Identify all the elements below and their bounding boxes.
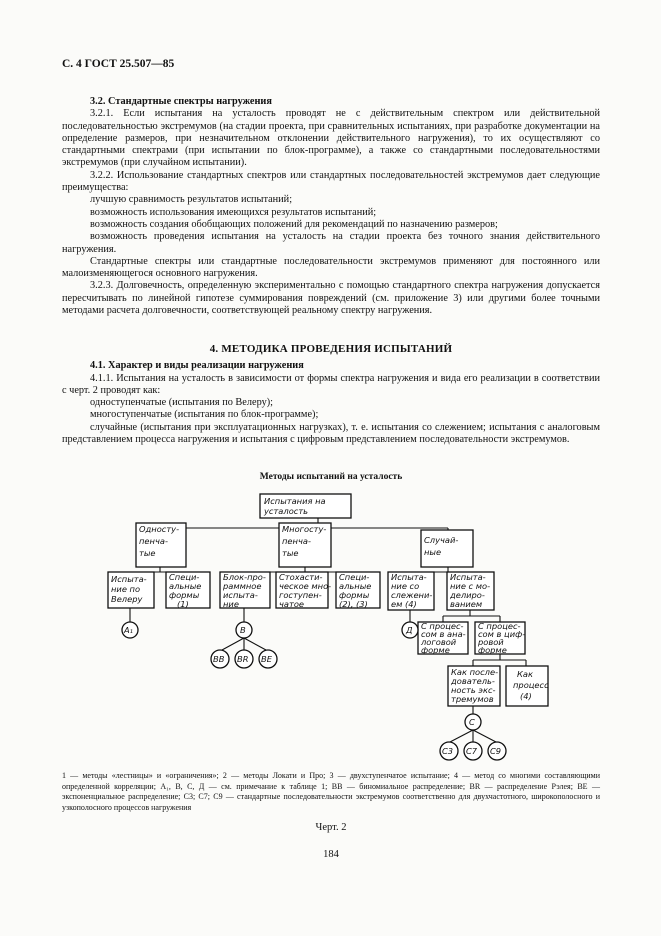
svg-text:Стохасти-: Стохасти- [279,572,323,582]
circle-c3 [440,742,458,760]
svg-text:пенча-: пенча- [139,536,168,546]
svg-text:Случай-: Случай- [424,535,459,545]
svg-text:Как: Как [517,669,533,679]
svg-text:усталость: усталость [264,506,309,516]
svg-text:(1): (1) [177,599,189,609]
figure-label: Черт. 2 [315,822,347,833]
page-number: 184 [323,849,339,860]
svg-text:тые: тые [282,548,299,558]
svg-text:Как после-: Как после- [451,667,499,677]
paragraph-standard-spectra: Стандартные спектры или стандартные последовательности экстремумов применяют для постоянного или малоизменяющегося основного нагружения. [62,255,600,280]
node-analog [418,621,468,655]
paragraph-3-2-1: 3.2.1. Если испытания на усталость проводят не с действительным спектром или действительной последовательностью экстремумов (на стадии проекта, при сравнительных испытаниях, при разработке документации на определение размеров, при незначительном отклонении действительного нагружения), то их осуществляют со стандартными спектрами (при испытании по блок-программе), а также со стандартными последовательностями экстремумов (при случайном испытании). [62,108,600,169]
svg-text:альные: альные [339,581,372,591]
node-single-stage [136,523,186,567]
diagram-title: Методы испытаний на усталость [259,472,403,482]
svg-text:BB: BB [213,654,225,664]
paragraph-random-tests: случайные (испытания при эксплуатационных нагрузках), т. е. испытания со слежением; испытания с аналоговым представлением процесса нагружения и испытания с цифровым представлением последовательности экстремумов. [62,421,600,446]
node-modeling [447,572,494,610]
figure-caption: 1 — методы «лестницы» и «ограничения»; 2 — методы Локати и Про; 3 — двухступенчатое испытание; 4 — метод со многими составляющими определенной корреляции; А₁, В, С, Д — см. примечание к таблице 1; BB — биномиальное распределение; BR — распределение Рэлея; BE — экспоненциальное распределение; С3; С7; С9 — стандартные последовательности экстремумов соответственно для двухчастотного, широкополосного и узкополосного процессов нагружения [62,771,600,812]
section-3-2-heading: 3.2. Стандартные спектры нагружения [90,96,272,107]
svg-text:Специ-: Специ- [169,572,200,582]
circle-b [236,622,252,638]
svg-text:ние по: ние по [111,584,141,594]
circle-bb [211,650,229,668]
svg-text:ем (4): ем (4) [391,599,417,609]
svg-text:ровой: ровой [478,637,504,647]
svg-text:форме: форме [478,645,507,655]
svg-text:Велеру: Велеру [111,594,143,604]
node-sequence [448,666,500,706]
svg-text:C7: C7 [466,746,478,756]
svg-text:делиро-: делиро- [450,590,485,600]
svg-text:слежени-: слежени- [391,590,433,600]
section-4-title: 4. МЕТОДИКА ПРОВЕДЕНИЯ ИСПЫТАНИЙ [209,343,453,355]
svg-text:Д: Д [406,625,413,635]
svg-text:BR: BR [237,654,249,664]
circle-be [259,650,277,668]
svg-text:Специ-: Специ- [339,572,370,582]
svg-text:чатое: чатое [279,599,305,609]
node-process [506,666,549,706]
list-item: возможность проведения испытания на усталость на стадии проекта без точного знания действительного нагружения. [62,231,600,255]
svg-text:процесс: процесс [513,680,549,690]
svg-text:тремумов: тремумов [451,694,494,704]
svg-text:B: B [240,625,246,635]
node-tracking [388,572,434,610]
svg-text:Испытания на: Испытания на [264,496,326,506]
svg-text:испыта-: испыта- [223,590,258,600]
section-4-1-heading: 4.1. Характер и виды реализации нагружения [90,360,304,372]
svg-text:(4): (4) [520,691,532,701]
svg-text:(2), (3): (2), (3) [339,599,368,609]
svg-text:дователь-: дователь- [451,676,495,686]
svg-text:C9: C9 [490,746,502,756]
list-item: многоступенчатые (испытания по блок-программе); [90,409,319,421]
paragraph-3-2-3: 3.2.3. Долговечность, определенную экспериментально с помощью стандартного спектра нагружения допускается пересчитывать по линейной гипотезе суммирования повреждений (см. приложение 3) или другими более точными методами расчета долговечности, соответствующей реальному спектру нагружения. [62,280,600,317]
svg-text:ние: ние [223,599,239,609]
svg-text:тые: тые [139,548,156,558]
svg-text:Испыта-: Испыта- [450,572,486,582]
svg-text:Односту-: Односту- [139,524,180,534]
list-item: одноступенчатые (испытания по Велеру); [90,397,274,409]
svg-text:Многосту-: Многосту- [282,524,327,534]
svg-text:логовой: логовой [421,637,457,647]
svg-text:С процес-: С процес- [421,621,464,631]
svg-text:ние с мо-: ние с мо- [450,581,491,591]
svg-text:формы: формы [169,590,200,600]
node-root [260,494,351,518]
svg-text:сом в ана-: сом в ана- [421,629,466,639]
node-multi-stage [279,523,331,567]
svg-text:А₁: А₁ [124,625,134,635]
circle-a1 [122,622,138,638]
svg-text:BE: BE [261,654,272,664]
svg-text:ческое мно-: ческое мно- [279,581,332,591]
svg-text:ность экс-: ность экс- [451,685,496,695]
svg-text:пенча-: пенча- [282,536,311,546]
svg-text:C3: C3 [442,746,454,756]
list-item: лучшую сравнимость результатов испытаний; [90,194,293,206]
svg-text:ванием: ванием [450,599,483,609]
node-block-program [220,572,270,609]
node-special-forms-1 [166,572,210,609]
svg-text:формы: формы [339,590,370,600]
svg-text:ние со: ние со [391,581,420,591]
paragraph-3-2-2: 3.2.2. Использование стандартных спектров или стандартных последовательностей экстремумов дает следующие преимущества: [62,169,600,194]
circle-c7 [464,742,482,760]
node-random [421,530,473,567]
svg-text:Испыта-: Испыта- [111,574,147,584]
page-header: С. 4 ГОСТ 25.507—85 [62,58,175,70]
svg-text:Блок-про-: Блок-про- [223,572,266,582]
node-stochastic [276,572,331,609]
svg-text:ные: ные [424,547,442,557]
circle-d [402,622,418,638]
svg-text:C: C [469,717,475,727]
svg-text:раммное: раммное [223,581,262,591]
svg-text:альные: альные [169,581,202,591]
node-special-forms-2 [336,572,380,609]
circle-br [235,650,253,668]
svg-text:гоступен-: гоступен- [279,590,322,600]
node-wohler [108,572,154,608]
svg-text:форме: форме [421,645,450,655]
svg-text:сом в циф-: сом в циф- [478,629,526,639]
circle-c [465,714,481,730]
svg-text:С процес-: С процес- [478,621,521,631]
svg-text:Испыта-: Испыта- [391,572,427,582]
list-item: возможность использования имеющихся результатов испытаний; [90,206,377,218]
list-item: возможность создания обобщающих положений для рекомендаций по назначению размеров; [90,218,498,230]
paragraph-4-1-1: 4.1.1. Испытания на усталость в зависимости от формы спектра нагружения и вида его реализации в соответствии с черт. 2 проводят как: [62,372,600,396]
circle-c9 [488,742,506,760]
node-digital [475,621,525,655]
